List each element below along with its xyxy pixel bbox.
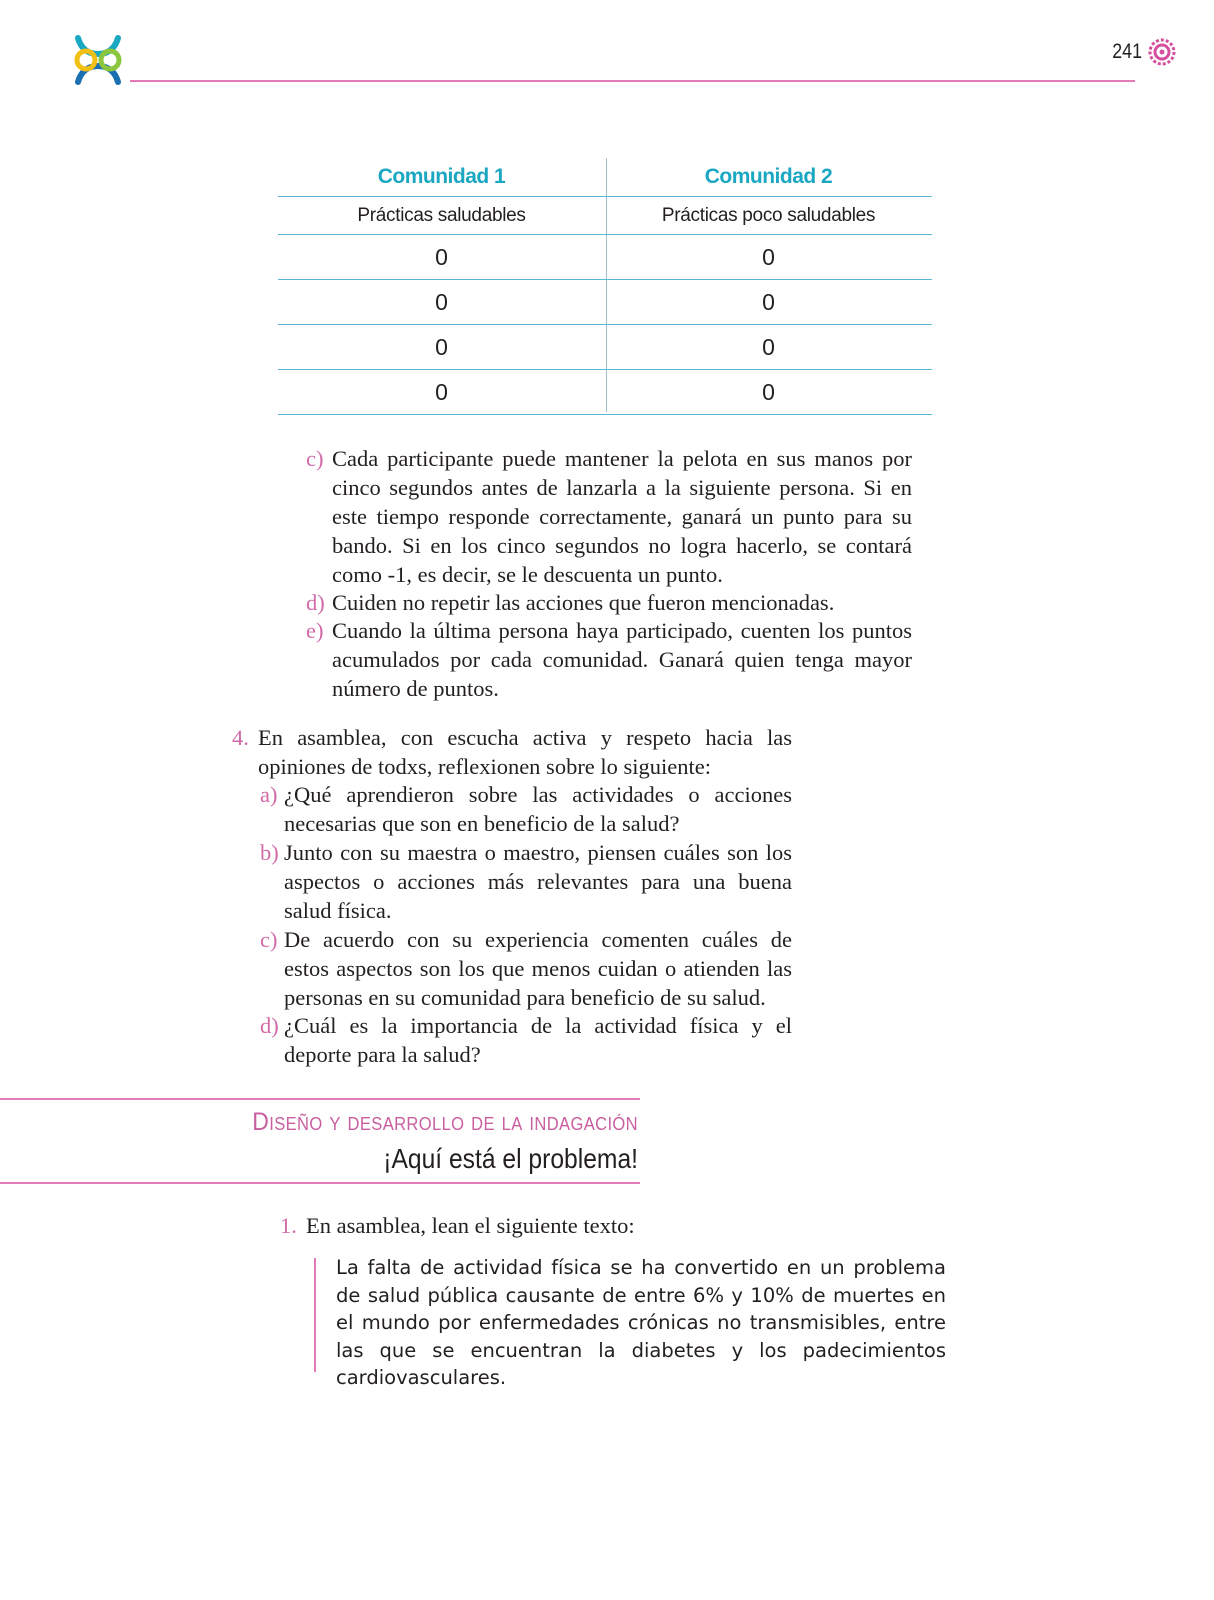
list-item-label: c) xyxy=(260,927,278,952)
list-item-label: a) xyxy=(260,782,278,807)
list-item-text: Cada participante puede mantener la pelota en sus manos por cinco segundos antes de lanzarla a la siguiente persona. Si en este tiempo responde correctamente, ganará un punto para su bando. Si en los cinco segundos no logra hacerlo, se contará como -1, es decir, se le descuenta un punto. xyxy=(332,446,912,587)
list-item xyxy=(306,616,912,703)
section-title: Diseño y desarrollo de la indagación xyxy=(252,1108,638,1136)
list-item xyxy=(260,780,792,838)
table-header-row xyxy=(278,158,932,197)
score-table xyxy=(278,158,932,415)
list-item-text: De acuerdo con su experiencia comenten cuáles de estos aspectos son los que menos cuidan o atienden las personas en su comunidad para beneficio de su salud. xyxy=(284,927,792,1010)
table-subheader-cell: Prácticas poco saludables xyxy=(661,204,876,226)
list-item-text: Cuando la última persona haya participado, cuenten los puntos acumulados por cada comunidad. Ganará quien tenga mayor número de puntos. xyxy=(332,618,912,701)
table-subheader-row xyxy=(278,197,932,235)
table-cell: 0 xyxy=(762,333,775,360)
quote-text: La falta de actividad física se ha convertido en un problema de salud pública causante de entre 6% y 10% de muertes en el mundo por enfermedades crónicas no transmisibles, entre las que se encuentran la diabetes y los padecimientos cardiovasculares. xyxy=(336,1256,946,1389)
step-number: 1. xyxy=(280,1213,297,1238)
table-row xyxy=(278,370,932,415)
page-number: 241 xyxy=(1112,40,1142,63)
table-cell: 0 xyxy=(762,288,775,315)
header-rule xyxy=(130,80,1135,82)
step-text: En asamblea, con escucha activa y respeto hacia las opiniones de todxs, reflexionen sobre lo siguiente: xyxy=(258,725,792,779)
list-item-text: Junto con su maestra o maestro, piensen cuáles son los aspectos o acciones más relevantes para una buena salud física. xyxy=(284,840,792,923)
section-rule-top xyxy=(0,1098,640,1100)
list-item xyxy=(260,925,792,1012)
spiral-ornament-icon xyxy=(1148,38,1176,66)
table-cell: 0 xyxy=(435,333,448,360)
table-row xyxy=(278,235,932,280)
table-row xyxy=(278,325,932,370)
numbered-step xyxy=(280,1211,800,1240)
list-item xyxy=(306,444,912,589)
table-row xyxy=(278,280,932,325)
table-cell: 0 xyxy=(762,378,775,405)
logo-icon xyxy=(72,34,124,86)
list-item-text: ¿Cuál es la importancia de la actividad física y el deporte para la salud? xyxy=(284,1013,792,1067)
list-item xyxy=(306,588,912,617)
section-subtitle: ¡Aquí está el problema! xyxy=(383,1143,638,1174)
table-cell: 0 xyxy=(435,243,448,270)
table-subheader-cell: Prácticas saludables xyxy=(357,204,526,226)
list-item-text: ¿Qué aprendieron sobre las actividades o acciones necesarias que son en beneficio de la salud? xyxy=(284,782,792,836)
table-header-cell: Comunidad 2 xyxy=(704,165,833,188)
quote-bar xyxy=(314,1258,316,1372)
numbered-step xyxy=(232,723,792,781)
list-item-label: d) xyxy=(306,590,325,615)
step-text: En asamblea, lean el siguiente texto: xyxy=(306,1213,635,1238)
list-item xyxy=(260,1011,792,1069)
section-rule-bottom xyxy=(0,1182,640,1184)
list-item-label: e) xyxy=(306,618,324,643)
list-item xyxy=(260,838,792,925)
table-cell: 0 xyxy=(435,378,448,405)
list-item-label: c) xyxy=(306,446,324,471)
table-header-cell: Comunidad 1 xyxy=(377,165,506,188)
table-cell: 0 xyxy=(435,288,448,315)
list-item-label: b) xyxy=(260,840,279,865)
list-item-label: d) xyxy=(260,1013,279,1038)
step-number: 4. xyxy=(232,725,249,750)
table-cell: 0 xyxy=(762,243,775,270)
list-item-text: Cuiden no repetir las acciones que fueron mencionadas. xyxy=(332,590,835,615)
